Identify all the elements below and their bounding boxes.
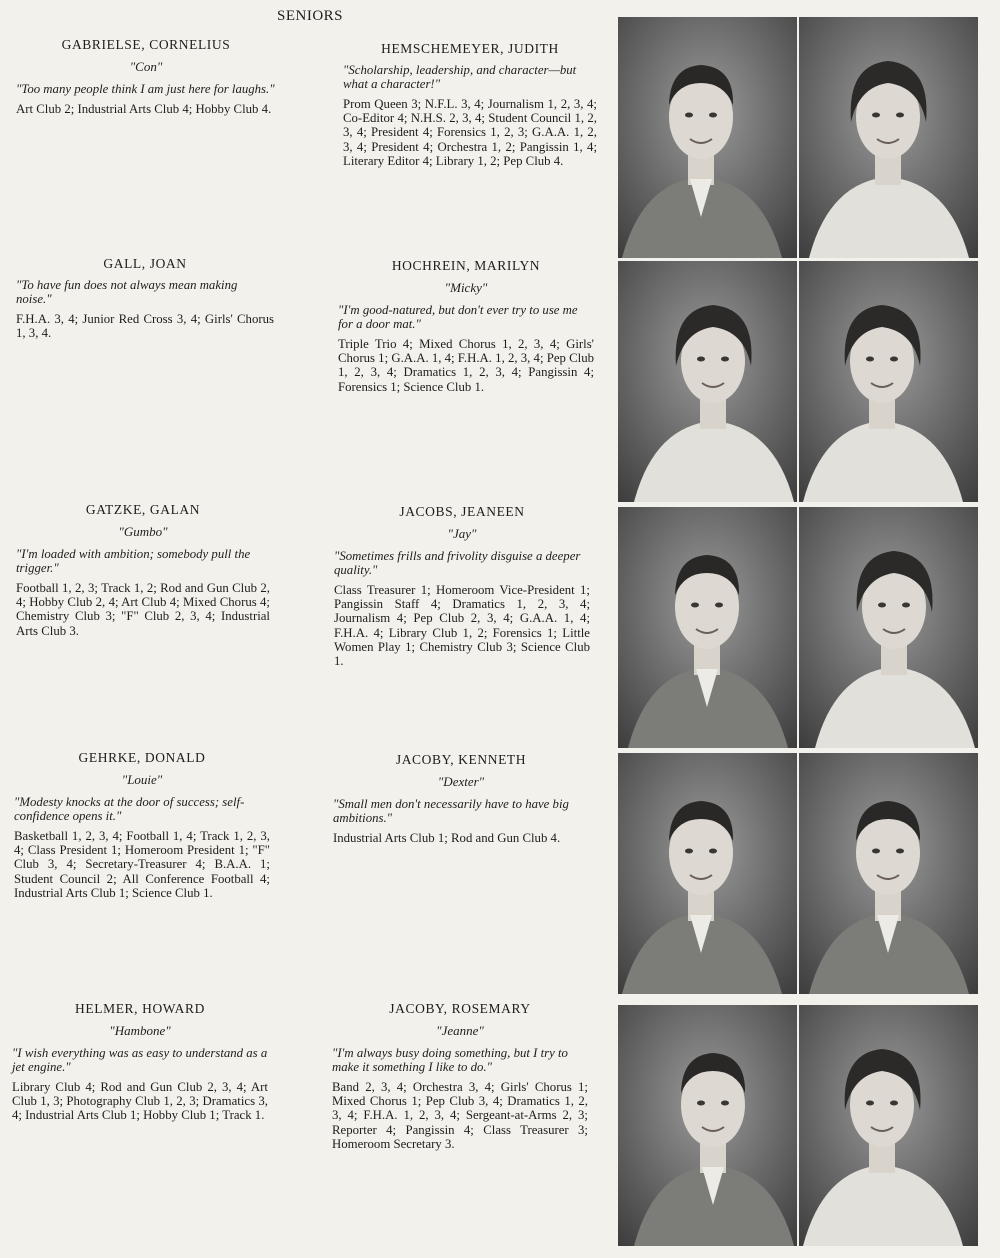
senior-entry-gehrke bbox=[14, 750, 270, 900]
senior-activities: Art Club 2; Industrial Arts Club 4; Hobby Club 4. bbox=[16, 102, 272, 116]
senior-nickname: "Jeanne" bbox=[436, 1023, 484, 1038]
senior-nickname: "Hambone" bbox=[109, 1023, 171, 1038]
senior-quote: "Modesty knocks at the door of success; self-confidence opens it." bbox=[14, 795, 245, 823]
senior-quote: "Sometimes frills and frivolity disguise a deeper quality." bbox=[334, 549, 581, 577]
senior-name: JACOBY, KENNETH bbox=[395, 752, 527, 767]
senior-quote: "Small men don't necessarily have to have big ambitions." bbox=[333, 797, 569, 825]
senior-name: GATZKE, GALAN bbox=[85, 502, 201, 517]
portrait-photo bbox=[799, 261, 978, 502]
senior-name: JACOBY, ROSEMARY bbox=[389, 1001, 531, 1016]
senior-name: JACOBS, JEANEEN bbox=[399, 504, 525, 519]
portrait-photo bbox=[799, 1005, 978, 1246]
senior-activities: Prom Queen 3; N.F.L. 3, 4; Journalism 1, 2, 3, 4; Co-Editor 4; N.H.S. 2, 3, 4; Student Council 1, 2, 3, 4; President 4; Forensics 1, 2, 3; G.A.A. 1, 2, 3, 4; President 4; Orchestra 1, 2; Pangissin 1, 4; Literary Editor 4; Library 1, 2; Pep Club 4. bbox=[343, 97, 597, 168]
page-header: SENIORS bbox=[276, 8, 343, 24]
senior-nickname: "Con" bbox=[129, 59, 163, 74]
portrait-photo bbox=[618, 1005, 797, 1246]
senior-quote: "Too many people think I am just here for laughs." bbox=[16, 82, 275, 96]
portrait-photo bbox=[618, 17, 797, 258]
senior-nickname: "Dexter" bbox=[437, 774, 485, 789]
senior-activities: Basketball 1, 2, 3, 4; Football 1, 4; Track 1, 2, 3, 4; Class President 1; Homeroom President 1; "F" Club 3, 4; Secretary-Treasurer 4; B.A.A. 1; Student Council 2; All Conference Football 4; Industrial Arts Club 1; Science Club 1. bbox=[14, 829, 270, 900]
senior-entry-jacobs bbox=[334, 504, 590, 668]
senior-quote: "Scholarship, leadership, and character—but what a character!" bbox=[343, 63, 577, 91]
senior-activities: F.H.A. 3, 4; Junior Red Cross 3, 4; Girls' Chorus 1, 3, 4. bbox=[16, 312, 274, 341]
senior-quote: "I wish everything was as easy to understand as a jet engine." bbox=[12, 1046, 268, 1074]
senior-quote: "I'm good-natured, but don't ever try to use me for a door mat." bbox=[338, 303, 578, 331]
senior-nickname: "Louie" bbox=[121, 772, 163, 787]
senior-entry-gall bbox=[16, 256, 274, 340]
portrait-photo bbox=[799, 753, 978, 994]
senior-entry-jacoby-rosemary bbox=[332, 1001, 588, 1151]
senior-name: HELMER, HOWARD bbox=[75, 1001, 205, 1016]
senior-name: HEMSCHEMEYER, JUDITH bbox=[381, 41, 559, 56]
senior-entry-gatzke bbox=[16, 502, 270, 638]
senior-quote: "To have fun does not always mean making noise." bbox=[16, 278, 238, 306]
senior-nickname: "Micky" bbox=[444, 280, 488, 295]
senior-name: HOCHREIN, MARILYN bbox=[391, 258, 541, 273]
senior-entry-jacoby-kenneth bbox=[333, 752, 589, 845]
senior-entry-hochrein bbox=[338, 258, 594, 394]
senior-quote: "I'm loaded with ambition; somebody pull the trigger." bbox=[16, 547, 251, 575]
senior-name: GEHRKE, DONALD bbox=[78, 750, 206, 765]
senior-entry-hemschemeyer bbox=[343, 41, 597, 168]
portrait-photo bbox=[618, 507, 797, 748]
portrait-photo bbox=[799, 17, 978, 258]
portrait-photo bbox=[618, 261, 797, 502]
senior-name: GALL, JOAN bbox=[103, 256, 187, 271]
senior-entry-helmer bbox=[12, 1001, 268, 1123]
portrait-photo bbox=[618, 753, 797, 994]
senior-activities: Band 2, 3, 4; Orchestra 3, 4; Girls' Chorus 1; Mixed Chorus 1; Pep Club 3, 4; Dramatics 1, 2, 3, 4; F.H.A. 1, 2, 3, 4; Sergeant-at-Arms 2, 3; Reporter 4; Pangissin 4; Class Treasurer 3; Homeroom Secretary 3. bbox=[332, 1080, 588, 1151]
senior-activities: Triple Trio 4; Mixed Chorus 1, 2, 3, 4; Girls' Chorus 1; G.A.A. 1, 4; F.H.A. 1, 2, 3, 4; Pep Club 1, 2, 3, 4; Dramatics 1, 2, 3, 4; Pangissin 4; Forensics 1; Science Club 1. bbox=[338, 337, 594, 394]
senior-nickname: "Jay" bbox=[447, 526, 477, 541]
senior-name: GABRIELSE, CORNELIUS bbox=[61, 37, 231, 52]
senior-activities: Library Club 4; Rod and Gun Club 2, 3, 4; Art Club 1, 3; Photography Club 1, 2, 3; Dramatics 3, 4; Industrial Arts Club 1; Hobby Club 1; Track 1. bbox=[12, 1080, 268, 1123]
senior-activities: Class Treasurer 1; Homeroom Vice-President 1; Pangissin Staff 4; Dramatics 1, 2, 3, 4; Journalism 4; Pep Club 2, 3, 4; G.A.A. 1, 4; F.H.A. 4; Library Club 1, 2; Forensics 1; Little Women Play 1; Chemistry Club 3; Science Club 1. bbox=[334, 583, 590, 669]
portrait-photo bbox=[799, 507, 978, 748]
senior-nickname: "Gumbo" bbox=[118, 524, 168, 539]
senior-entry-gabrielse bbox=[16, 37, 276, 116]
senior-activities: Industrial Arts Club 1; Rod and Gun Club 4. bbox=[333, 831, 561, 845]
senior-quote: "I'm always busy doing something, but I try to make it something I like to do." bbox=[332, 1046, 568, 1074]
senior-activities: Football 1, 2, 3; Track 1, 2; Rod and Gun Club 2, 4; Hobby Club 2, 4; Art Club 4; Mixed Chorus 4; Chemistry Club 3; "F" Club 2, 3, 4; Industrial Arts Club 3. bbox=[16, 581, 270, 638]
